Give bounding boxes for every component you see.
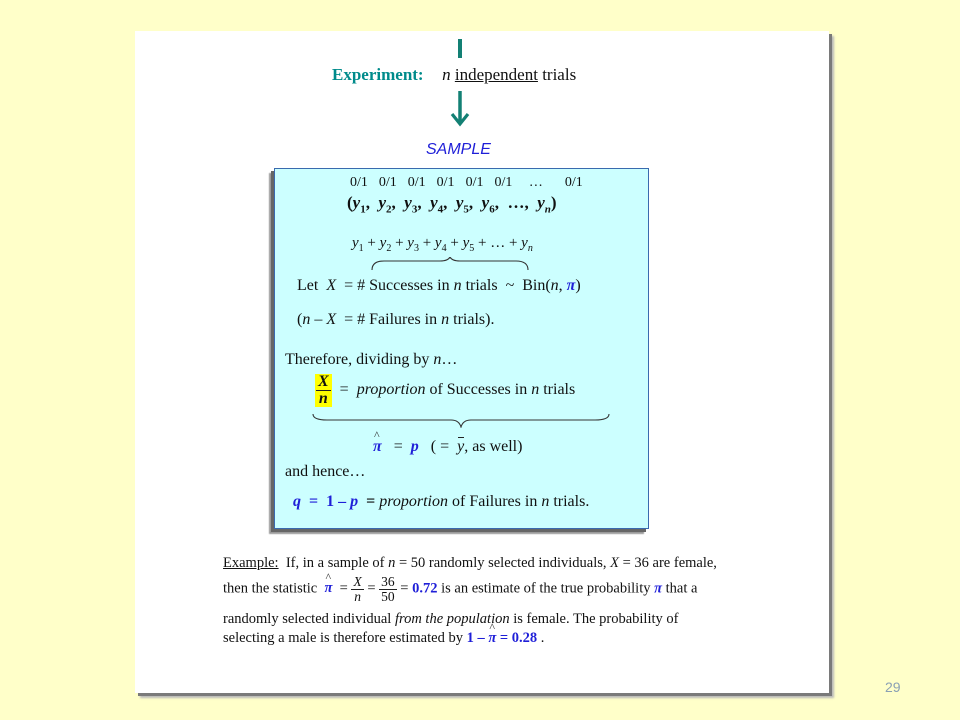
down-arrow-icon (450, 91, 470, 127)
failures-line: (n – X = # Failures in n trials). (297, 311, 495, 328)
proportion-brace (311, 412, 611, 428)
proportion-line: $\frac{X}{n}$ = proportion of Successes in n trials (315, 374, 575, 407)
q-line: q = 1 – p = proportion of Failures in n trials. (293, 493, 590, 510)
example-line-3: randomly selected individual from the population is female. The probability of (223, 611, 679, 627)
sample-box (274, 168, 649, 529)
experiment-line (332, 65, 576, 85)
experiment-independent: independent (454, 65, 538, 84)
page-number: 29 (885, 679, 901, 695)
pi-hat-line: ^ π = p ( = y, as well) (373, 438, 522, 456)
sum-brace (370, 257, 530, 271)
binary-row: 0/1 0/1 0/1 0/1 0/1 0/1 … 0/1 (350, 175, 583, 190)
example-line-4: selecting a male is therefore estimated by 1 – ^ π = 0.28 . (223, 630, 544, 647)
slide (135, 31, 829, 693)
sample-label: SAMPLE (426, 141, 491, 158)
therefore-line: Therefore, dividing by n… (285, 351, 458, 368)
sample-tuple: ($y_1$, $y_2$, $y_3$, $y_4$, $y_5$, $y_6$, …, $y_n$) (347, 193, 557, 216)
x-over-n-fraction: $\frac{X}{n}$ (315, 374, 332, 407)
let-line: Let X = # Successes in n trials ~ Bin(n, π) (297, 277, 581, 294)
experiment-trials: trials (542, 65, 577, 84)
sum-expression: $y_1 + y_2 + y_3 + y_4 + y_5$ + … + $y_n$ (352, 235, 533, 254)
example-label: Example: (223, 555, 279, 571)
example-line-2: then the statistic ^ π = $\frac{X}{n}$ = $\frac{36}{50}$ = 0.72 is an estimate of the true probability π that a (223, 575, 697, 603)
top-connector-line (458, 39, 462, 58)
experiment-label: Experiment: (332, 65, 424, 84)
hence-line: and hence… (285, 463, 366, 480)
example-line-1: Example: If, in a sample of n = 50 randomly selected individuals, X = 36 are female, (223, 555, 717, 571)
experiment-n: n (442, 65, 451, 84)
